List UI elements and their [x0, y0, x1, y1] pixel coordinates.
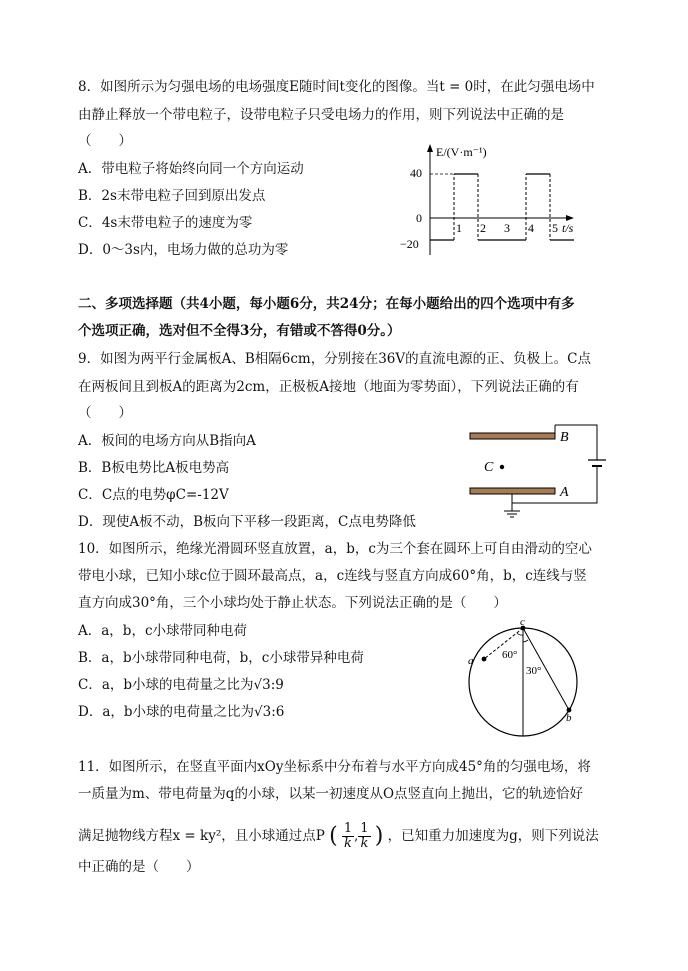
q8-stem-line-1: 8．如图所示为匀强电场的电场强度E随时间t变化的图像。当t = 0时，在此匀强电场中 [78, 79, 595, 95]
arc-30 [523, 640, 528, 642]
q10-option-c: C．a，b小球的电荷量之比为√3:9 [78, 677, 284, 693]
frac-2-num: 1 [360, 821, 369, 836]
x-tick-4: 4 [528, 221, 534, 235]
frac-1-den: k [344, 836, 352, 851]
plate-a [470, 488, 555, 494]
q8-option-d: D．0～3s内，电场力做的总功为零 [78, 242, 289, 258]
y-tick-40: 40 [410, 166, 422, 180]
q10-option-d: D．a，b小球的电荷量之比为√3:6 [78, 704, 285, 720]
label-b: B [560, 430, 569, 445]
angle-60: 60° [502, 649, 518, 661]
q9-stem-line-2: 在两板间且到板A的距离为2cm，正极板A接地（地面为零势面），下列说法正确的有 [78, 379, 579, 395]
q9-stem-line-1: 9．如图为两平行金属板A、B相隔6cm，分别接在36V的直流电源的正、负极上。C点 [78, 351, 591, 367]
q11-stem-line-3 [78, 822, 599, 851]
x-tick-5: 5 [552, 221, 558, 235]
label-c: C [484, 460, 494, 475]
q8-option-c: C．4s末带电粒子的速度为零 [78, 215, 253, 231]
q10-stem-line-1: 10．如图所示，绝缘光滑圆环竖直放置，a，b，c为三个套在圆环上可自由滑动的空心 [78, 541, 592, 557]
frac-2-den: k [360, 836, 369, 851]
x-tick-1: 1 [456, 221, 462, 235]
q10-option-a: A．a，b，c小球带同种电荷 [78, 623, 248, 639]
q11-stem-line-4: 中正确的是（ ） [78, 859, 200, 875]
frac-1-num: 1 [343, 821, 353, 836]
y-axis-label: E/(V·m⁻¹) [436, 145, 487, 159]
q9-capacitor-figure [460, 415, 610, 525]
point-c [500, 465, 504, 469]
q10-option-b: B．a，b小球带同种电荷，b，c小球带异种电荷 [78, 650, 364, 666]
y-tick-neg20: −20 [400, 237, 419, 251]
point-p-coordinates: ( $\frac{1}{k}$ , $\frac{1}{k}$ ) [329, 821, 384, 851]
q9-option-d: D．现使A板不动，B板向下平移一段距离，C点电势降低 [78, 514, 416, 530]
q8-e-t-graph [390, 140, 590, 260]
label-b: b [566, 712, 572, 724]
q8-option-b: B．2s末带电粒子回到原出发点 [78, 188, 266, 204]
q8-answer-blank: （ ） [78, 133, 132, 149]
section2-header-line-1: 二、多项选择题（共4小题，每小题6分，共24分；在每小题给出的四个选项中有多 [78, 296, 575, 312]
wire-bottom [512, 466, 597, 503]
angle-30: 30° [526, 665, 542, 677]
q9-option-b: B．B板电势比A板电势高 [78, 460, 230, 476]
q10-ring-figure [462, 618, 592, 748]
label-c: c [520, 618, 525, 628]
y-axis-arrow [427, 144, 433, 152]
ball-a [482, 657, 487, 662]
q11-stem-part-b: ，已知重力加速度为g，则下列说法 [387, 828, 599, 844]
q11-stem-line-1: 11．如图所示，在竖直平面内xOy坐标系中分布着与水平方向成45°角的匀强电场，将 [78, 759, 591, 775]
plate-b [470, 433, 555, 439]
y-tick-0: 0 [416, 211, 422, 225]
arc-60 [517, 633, 523, 635]
q11-stem-line-2: 一质量为m、带电荷量为q的小球，以某一初速度从O点竖直向上抛出，它的轨迹恰好 [78, 786, 584, 802]
q9-option-c: C．C点的电势φC=-12V [78, 487, 229, 503]
section2-header-line-2: 个选项正确，选对但不全得3分，有错或不答得0分。） [78, 323, 401, 339]
x-tick-3: 3 [504, 221, 510, 235]
q8-option-a: A．带电粒子将始终向同一个方向运动 [78, 161, 304, 177]
q10-stem-line-2: 带电小球，已知小球c位于圆环最高点，a，c连线与竖直方向成60°角，b，c连线与竖 [78, 568, 587, 584]
q9-option-a: A．板间的电场方向从B指向A [78, 433, 256, 449]
q10-stem-line-3: 直方向成30°角，三个小球均处于静止状态。下列说法正确的是（ ） [78, 595, 507, 611]
x-axis-label: t/s [562, 221, 574, 235]
q9-answer-blank: （ ） [78, 405, 132, 421]
q8-stem-line-2: 由静止释放一个带电粒子，设带电粒子只受电场力的作用，则下列说法中正确的是 [78, 107, 564, 123]
q11-stem-part-a: 满足抛物线方程x = ky²，且小球通过点P [78, 828, 325, 844]
label-a: A [560, 485, 569, 500]
label-a: a [468, 655, 474, 667]
x-tick-2: 2 [480, 221, 486, 235]
